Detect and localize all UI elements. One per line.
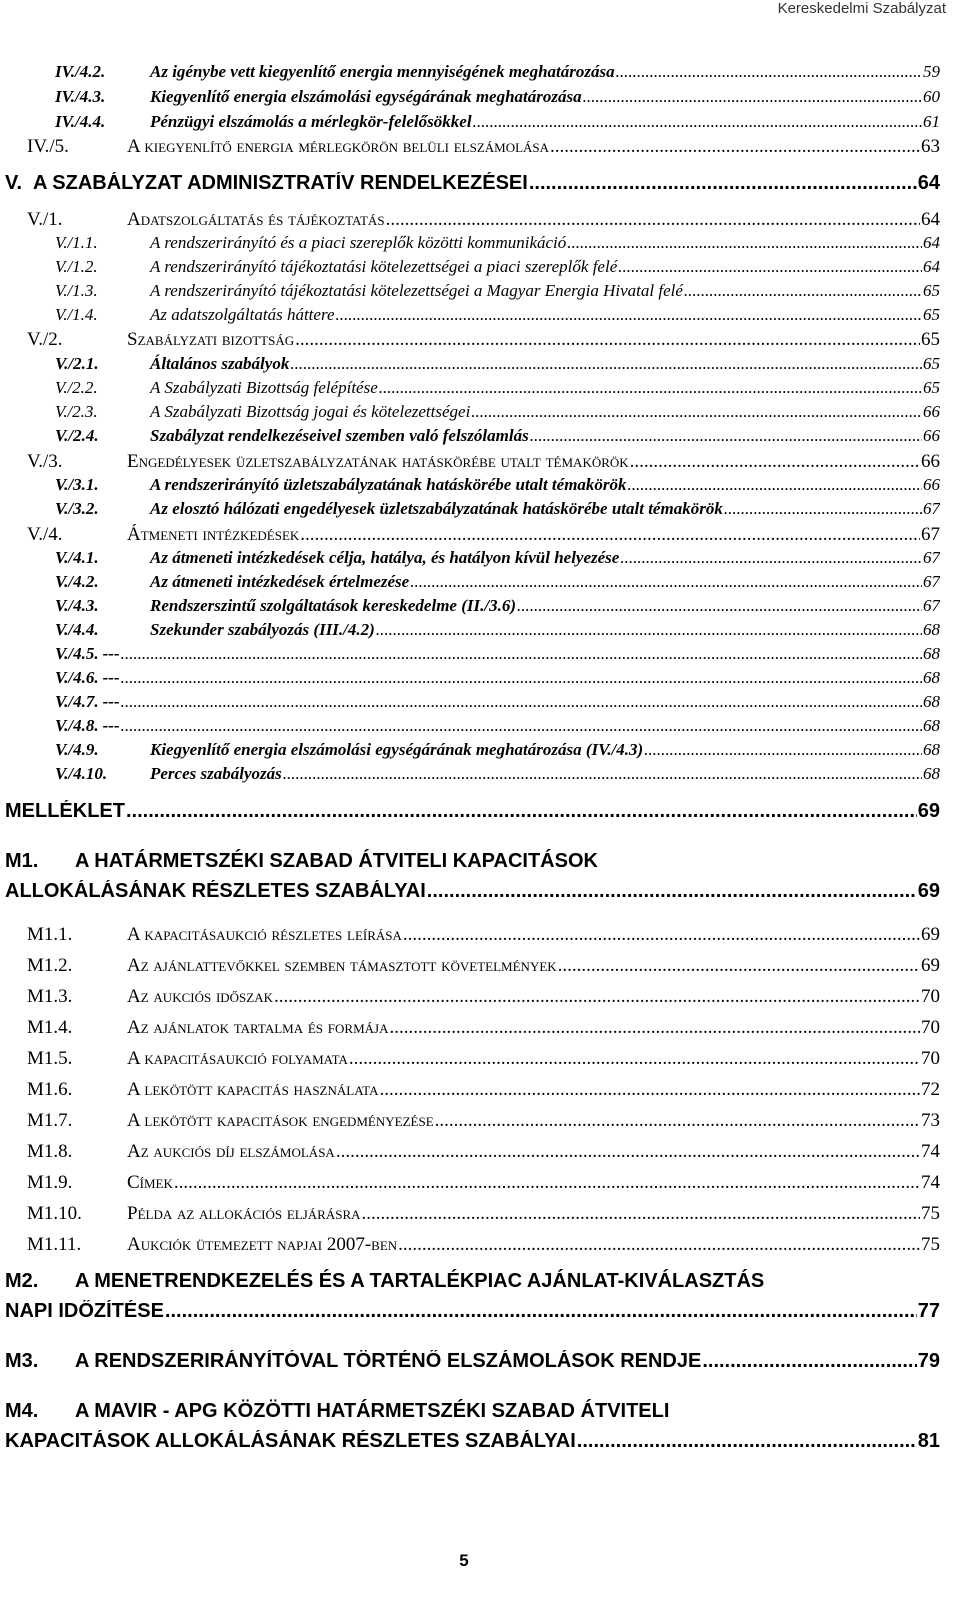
toc-entry-number: M1.10. xyxy=(27,1203,82,1224)
toc-entry-page: 66 xyxy=(923,475,940,494)
toc-entry-title: A rendszerirányító üzletszabályzatának hatáskörébe utalt témakörök xyxy=(150,475,627,494)
toc-entry-title: Az aukciós időszak xyxy=(127,986,273,1007)
toc-leader xyxy=(628,475,922,495)
toc-entry-title: A lekötött kapacitások engedményezése xyxy=(127,1110,434,1131)
toc-entry-number: M1.2. xyxy=(27,955,73,976)
toc-entry[interactable] xyxy=(55,764,940,784)
toc-entry-number: V./4.7. xyxy=(55,692,99,711)
toc-entry-page: 66 xyxy=(923,402,940,421)
toc-entry[interactable] xyxy=(27,451,940,473)
toc-entry-title: Általános szabályok xyxy=(150,354,290,373)
toc-entry-title: Átmeneti intézkedések xyxy=(127,524,300,545)
toc-entry-number: V./2.2. xyxy=(55,378,98,397)
toc-entry-page: 69 xyxy=(921,955,940,976)
toc-entry-number: M1.8. xyxy=(27,1141,73,1162)
toc-entry[interactable] xyxy=(27,1172,940,1194)
toc-entry-number: V./2.3. xyxy=(55,402,98,421)
toc-leader xyxy=(724,499,922,519)
toc-entry[interactable] xyxy=(55,620,940,640)
toc-entry-title: A kiegyenlítő energia mérlegkörön belüli elszámolása xyxy=(127,136,550,157)
toc-leader xyxy=(403,924,920,946)
toc-entry-number: M2. xyxy=(5,1270,39,1292)
toc-leader xyxy=(517,596,922,616)
toc-entry-line1[interactable] xyxy=(5,1270,764,1293)
toc-entry-title: Engedélyesek üzletszabályzatának hatáskörébe utalt témakörök xyxy=(127,451,629,472)
toc-entry[interactable] xyxy=(55,740,940,760)
toc-entry-page: 64 xyxy=(923,233,940,252)
toc-leader xyxy=(336,305,923,325)
toc-entry-page: 70 xyxy=(921,1017,940,1038)
toc-leader xyxy=(702,1350,916,1373)
toc-leader xyxy=(295,329,920,351)
toc-leader xyxy=(174,1172,920,1194)
page-number: 5 xyxy=(459,1551,469,1570)
toc-entry-title: A kapacitásaukció folyamata xyxy=(127,1048,348,1069)
toc-entry-title: Pénzügyi elszámolás a mérlegkör-felelősökkel xyxy=(150,112,472,131)
toc-entry[interactable] xyxy=(55,692,940,712)
toc-entry-number: V./3.2. xyxy=(55,499,99,518)
toc-leader xyxy=(435,1110,920,1132)
toc-entry-title: Szabályzat rendelkezéseivel szemben való felszólamlás xyxy=(150,426,529,445)
toc-entry-page: 65 xyxy=(923,378,940,397)
toc-entry-page: 73 xyxy=(921,1110,940,1131)
toc-entry[interactable] xyxy=(27,1110,940,1132)
toc-entry-title: Kiegyenlítő energia elszámolási egységárának meghatározása (IV./4.3) xyxy=(150,740,644,759)
toc-entry-page: 64 xyxy=(923,257,940,276)
toc-entry-title: --- xyxy=(102,716,120,735)
toc-entry-number: V./1.3. xyxy=(55,281,98,300)
toc-entry-number: M4. xyxy=(5,1400,39,1422)
toc-entry-title: Az átmeneti intézkedések értelmezése xyxy=(150,572,410,591)
toc-entry-title: Rendszerszintű szolgáltatások kereskedelme (II./3.6) xyxy=(150,596,516,615)
toc-leader xyxy=(274,986,920,1008)
toc-entry-number: V./4.9. xyxy=(55,740,99,759)
toc-entry-number: V./1.1. xyxy=(55,233,98,252)
toc-entry-page: 68 xyxy=(923,716,940,735)
toc-leader xyxy=(644,740,922,760)
toc-entry-number: M1.11. xyxy=(27,1234,82,1255)
toc-entry-title: A kapacitásaukció részletes leírása xyxy=(127,924,402,945)
toc-entry-number: V./4.4. xyxy=(55,620,99,639)
toc-entry-title: A rendszerirányító tájékoztatási kötelezettségei a piaci szereplők felé xyxy=(150,257,618,276)
toc-entry[interactable] xyxy=(27,1203,940,1225)
toc-entry-page: 67 xyxy=(923,572,940,591)
toc-entry-line2[interactable] xyxy=(5,1430,940,1453)
toc-leader xyxy=(349,1048,920,1070)
running-header: Kereskedelmi Szabályzat xyxy=(777,0,946,17)
toc-entry-page: 61 xyxy=(923,112,940,131)
toc-entry[interactable] xyxy=(27,924,940,946)
toc-entry[interactable] xyxy=(55,354,940,374)
toc-entry-page: 75 xyxy=(921,1234,940,1255)
toc-leader xyxy=(126,800,917,823)
toc-entry-number: V./3. xyxy=(27,451,63,472)
toc-entry-number: V./4.8. xyxy=(55,716,99,735)
toc-entry-page: 65 xyxy=(923,281,940,300)
toc-entry-number: V./1.4. xyxy=(55,305,98,324)
toc-entry[interactable] xyxy=(27,1234,940,1256)
toc-entry-title: --- xyxy=(102,668,120,687)
toc-entry[interactable] xyxy=(27,1048,940,1070)
toc-entry-title: A Szabályzati Bizottság jogai és kötelezettségei xyxy=(150,402,471,421)
toc-entry-number: M3. xyxy=(5,1350,39,1372)
toc-entry[interactable] xyxy=(27,1141,940,1163)
toc-entry-page: 72 xyxy=(921,1079,940,1100)
toc-entry-number: M1. xyxy=(5,850,39,872)
toc-entry-number: V./4.1. xyxy=(55,548,99,567)
toc-entry[interactable] xyxy=(55,548,940,568)
toc-entry-page: 68 xyxy=(923,620,940,639)
toc-entry-page: 75 xyxy=(921,1203,940,1224)
toc-entry-page: 69 xyxy=(917,800,940,822)
toc-leader xyxy=(398,1234,920,1256)
toc-leader xyxy=(300,524,920,546)
toc-entry-page: 68 xyxy=(923,644,940,663)
toc-entry-title: Szekunder szabályozás (III./4.2) xyxy=(150,620,375,639)
toc-entry[interactable] xyxy=(55,402,940,422)
toc-entry-page: 69 xyxy=(921,924,940,945)
toc-entry-page: 81 xyxy=(917,1430,940,1452)
toc-entry[interactable] xyxy=(5,172,940,195)
toc-entry-title: Az ajánlattevőkkel szemben támasztott követelmények xyxy=(127,955,557,976)
toc-entry[interactable] xyxy=(55,87,940,107)
toc-entry[interactable] xyxy=(27,986,940,1008)
toc-entry-page: 70 xyxy=(921,1048,940,1069)
toc-leader xyxy=(530,426,922,446)
toc-entry-number: M1.1. xyxy=(27,924,73,945)
toc-entry-page: 74 xyxy=(921,1141,940,1162)
toc-entry-page: 68 xyxy=(923,740,940,759)
toc-leader xyxy=(362,1203,920,1225)
toc-leader xyxy=(529,172,917,195)
toc-entry-line2[interactable] xyxy=(5,1300,940,1323)
toc-entry[interactable] xyxy=(27,136,940,158)
toc-leader xyxy=(379,1079,920,1101)
toc-entry-line2[interactable] xyxy=(5,880,940,903)
toc-entry-title-cont: KAPACITÁSOK ALLOKÁLÁSÁNAK RÉSZLETES SZABÁLYAI xyxy=(5,1430,576,1452)
toc-entry-page: 68 xyxy=(923,692,940,711)
toc-entry-title: Az elosztó hálózati engedélyesek üzletszabályzatának hatáskörébe utalt témakörök xyxy=(150,499,723,518)
toc-entry-title: A SZABÁLYZAT ADMINISZTRATÍV RENDELKEZÉSEI xyxy=(33,172,528,194)
toc-entry-title: A rendszerirányító és a piaci szereplők közötti kommunikáció xyxy=(150,233,567,252)
toc-entry-number: V./2. xyxy=(27,329,63,350)
toc-leader xyxy=(577,1430,917,1453)
toc-entry-title: Az átmeneti intézkedések célja, hatálya, és hatályon kívül helyezése xyxy=(150,548,620,567)
toc-entry[interactable] xyxy=(27,1079,940,1101)
toc-entry[interactable] xyxy=(55,62,940,82)
toc-leader xyxy=(386,209,920,231)
toc-entry-title: A RENDSZERIRÁNYÍTÓVAL TÖRTÉNŐ ELSZÁMOLÁSOK RENDJE xyxy=(75,1350,702,1372)
toc-entry-title: A lekötött kapacitás használata xyxy=(127,1079,379,1100)
toc-entry-page: 65 xyxy=(921,329,940,350)
toc-entry-line1[interactable] xyxy=(5,850,598,873)
toc-entry-number: M1.6. xyxy=(27,1079,73,1100)
toc-entry-title-cont: NAPI IDŐZÍTÉSE xyxy=(5,1300,164,1322)
toc-entry[interactable] xyxy=(55,475,940,495)
toc-leader xyxy=(558,955,920,977)
toc-entry[interactable] xyxy=(55,499,940,519)
toc-entry-title: Az igénybe vett kiegyenlítő energia mennyiségének meghatározása xyxy=(150,62,615,81)
toc-entry-page: 65 xyxy=(923,354,940,373)
toc-leader xyxy=(121,716,922,736)
toc-leader xyxy=(473,112,922,132)
toc-entry[interactable] xyxy=(55,378,940,398)
toc-entry-number: V./4.5. xyxy=(55,644,99,663)
toc-entry-page: 68 xyxy=(923,668,940,687)
toc-entry-number: IV./4.4. xyxy=(55,112,106,131)
toc-entry-number: M1.5. xyxy=(27,1048,73,1069)
toc-entry-number: M1.9. xyxy=(27,1172,73,1193)
toc-entry-page: 79 xyxy=(917,1350,940,1372)
toc-entry-title-cont: ALLOKÁLÁSÁNAK RÉSZLETES SZABÁLYAI xyxy=(5,880,426,902)
toc-entry-title: A HATÁRMETSZÉKI SZABAD ÁTVITELI KAPACITÁSOK xyxy=(75,850,598,872)
toc-entry-title: Példa az allokációs eljárásra xyxy=(127,1203,361,1224)
toc-entry-page: 64 xyxy=(921,209,940,230)
toc-entry-number: V. xyxy=(5,172,23,194)
toc-entry-number: M1.4. xyxy=(27,1017,73,1038)
toc-entry[interactable] xyxy=(27,955,940,977)
toc-entry-title: Az aukciós díj elszámolása xyxy=(127,1141,335,1162)
toc-entry[interactable] xyxy=(55,668,940,688)
toc-entry[interactable] xyxy=(27,329,940,351)
toc-leader xyxy=(376,620,922,640)
toc-entry-page: 59 xyxy=(923,62,940,81)
toc-entry-number: V./1. xyxy=(27,209,63,230)
toc-leader xyxy=(336,1141,920,1163)
toc-entry-page: 67 xyxy=(921,524,940,545)
toc-entry-title: Címek xyxy=(127,1172,173,1193)
toc-entry-number: V./4.6. xyxy=(55,668,99,687)
toc-leader xyxy=(290,354,922,374)
toc-entry[interactable] xyxy=(55,426,940,446)
toc-leader xyxy=(379,378,922,398)
toc-entry[interactable] xyxy=(55,572,940,592)
toc-entry-number: V./4.2. xyxy=(55,572,99,591)
toc-leader xyxy=(165,1300,917,1323)
toc-entry-page: 67 xyxy=(923,548,940,567)
toc-entry-number: IV./5. xyxy=(27,136,69,157)
toc-entry[interactable] xyxy=(55,305,940,325)
toc-entry-page: 77 xyxy=(917,1300,940,1322)
toc-entry[interactable] xyxy=(5,1350,940,1373)
toc-entry-number: V./4.10. xyxy=(55,764,108,783)
toc-entry-page: 66 xyxy=(921,451,940,472)
toc-entry-title: Adatszolgáltatás és tájékoztatás xyxy=(127,209,385,230)
toc-entry[interactable] xyxy=(5,800,940,823)
toc-entry[interactable] xyxy=(55,716,940,736)
toc-leader xyxy=(583,87,922,107)
toc-leader xyxy=(684,281,922,301)
toc-entry-number: V./4. xyxy=(27,524,63,545)
toc-entry-page: 67 xyxy=(923,596,940,615)
toc-entry-number: M1.7. xyxy=(27,1110,73,1131)
toc-entry-number: V./3.1. xyxy=(55,475,99,494)
toc-entry[interactable] xyxy=(55,644,940,664)
toc-leader xyxy=(471,402,922,422)
toc-leader xyxy=(121,692,922,712)
toc-entry-title: Aukciók ütemezett napjai 2007-ben xyxy=(127,1234,398,1255)
toc-entry[interactable] xyxy=(27,524,940,546)
toc-entry-page: 66 xyxy=(923,426,940,445)
toc-entry[interactable] xyxy=(27,1017,940,1039)
toc-entry-number: V./2.1. xyxy=(55,354,99,373)
toc-leader xyxy=(630,451,920,473)
toc-leader xyxy=(121,644,922,664)
toc-leader xyxy=(620,548,922,568)
toc-entry-number: IV./4.2. xyxy=(55,62,106,81)
toc-entry-number: V./2.4. xyxy=(55,426,99,445)
toc-entry-title: A Szabályzati Bizottság felépítése xyxy=(150,378,378,397)
toc-entry[interactable] xyxy=(55,233,940,253)
toc-leader xyxy=(567,233,922,253)
toc-entry-title: Kiegyenlítő energia elszámolási egységárának meghatározása xyxy=(150,87,582,106)
toc-leader xyxy=(283,764,922,784)
toc-entry-title: Az ajánlatok tartalma és formája xyxy=(127,1017,389,1038)
toc-entry-number: V./1.2. xyxy=(55,257,98,276)
toc-leader xyxy=(427,880,917,903)
toc-entry[interactable] xyxy=(55,257,940,277)
toc-entry-title: --- xyxy=(102,644,120,663)
toc-entry-title: Az adatszolgáltatás háttere xyxy=(150,305,335,324)
toc-entry-page: 69 xyxy=(917,880,940,902)
toc-entry-page: 70 xyxy=(921,986,940,1007)
toc-entry-title: --- xyxy=(102,692,120,711)
toc-entry-page: 74 xyxy=(921,1172,940,1193)
toc-entry-title: A rendszerirányító tájékoztatási kötelezettségei a Magyar Energia Hivatal felé xyxy=(150,281,683,300)
toc-entry-number: V./4.3. xyxy=(55,596,99,615)
toc-leader xyxy=(389,1017,920,1039)
toc-entry-number: IV./4.3. xyxy=(55,87,106,106)
toc-leader xyxy=(618,257,922,277)
toc-entry[interactable] xyxy=(27,209,940,231)
toc-leader xyxy=(410,572,922,592)
toc-entry-page: 65 xyxy=(923,305,940,324)
toc-entry-page: 64 xyxy=(917,172,940,194)
toc-leader xyxy=(121,668,922,688)
toc-leader xyxy=(550,136,920,158)
toc-entry[interactable] xyxy=(55,112,940,132)
toc-entry-title: A MENETRENDKEZELÉS ÉS A TARTALÉKPIAC AJÁNLAT-KIVÁLASZTÁS xyxy=(75,1270,765,1292)
toc-entry-title: Perces szabályozás xyxy=(150,764,282,783)
toc-entry-number: M1.3. xyxy=(27,986,73,1007)
toc-entry-title: A MAVIR - APG KÖZÖTTI HATÁRMETSZÉKI SZABAD ÁTVITELI xyxy=(75,1400,670,1422)
toc-entry-page: 60 xyxy=(923,87,940,106)
toc-entry-title: MELLÉKLET xyxy=(5,800,125,822)
toc-entry-page: 68 xyxy=(923,764,940,783)
toc-leader xyxy=(616,62,922,82)
toc-entry-line1[interactable] xyxy=(5,1400,669,1423)
toc-entry-title: Szabályzati bizottság xyxy=(127,329,295,350)
toc-entry-page: 67 xyxy=(923,499,940,518)
toc-entry-page: 63 xyxy=(921,136,940,157)
toc-entry[interactable] xyxy=(55,281,940,301)
toc-entry[interactable] xyxy=(55,596,940,616)
